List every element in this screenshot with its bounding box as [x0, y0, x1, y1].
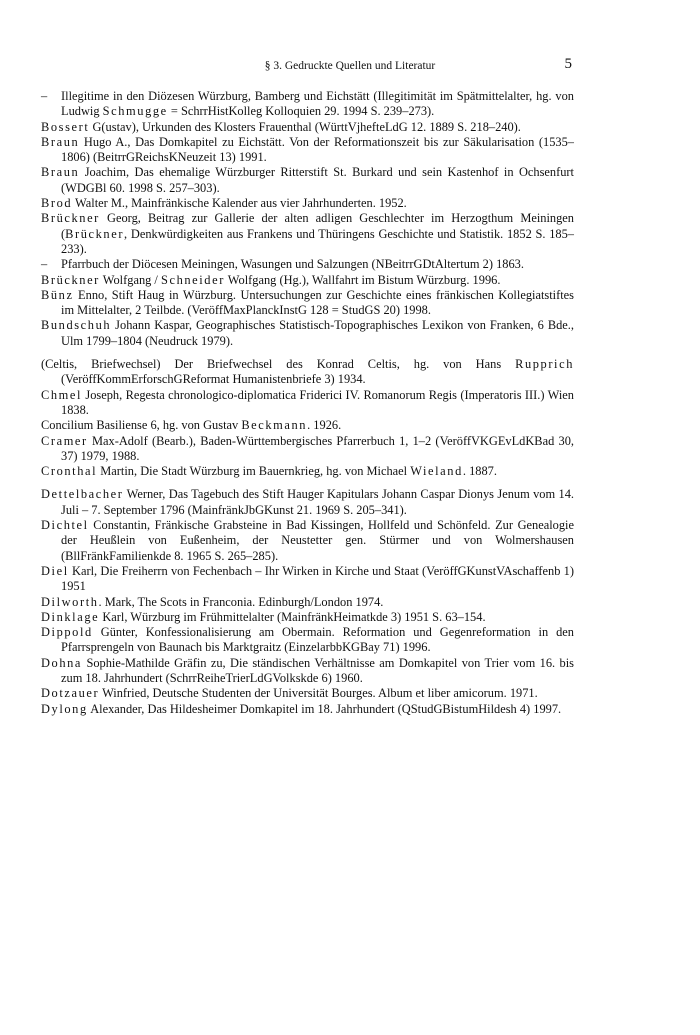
bibliography-entry [41, 165, 574, 196]
entry-text: Günter, Konfessionalisierung am Obermain. Reformation und Gegenreformation in den Pfarrsprengeln von Baunach bis Marktgraitz (EinzelarbbKGBay 71) 1996. [61, 625, 574, 655]
bibliography-entry [41, 564, 574, 595]
entry-text: Joachim, Das ehemalige Würzburger Ritterstift St. Burkard und sein Kastenhof in Ochsenfurt (WDGBl 60. 1998 S. 257–303). [61, 165, 574, 195]
entry-text: Joseph, Regesta chronologico-diplomatica Friderici IV. Romanorum Regis (Imperatoris III.) Wien 1838. [61, 387, 574, 417]
entry-text: Georg, Beitrag zur Gallerie der alten adligen Geschlechter im Herzogthum Meiningen ( [61, 211, 574, 241]
entry-text: Martin, Die Stadt Würzburg im Bauernkrieg, hg. von Michael [97, 464, 411, 479]
entry-author: Dichtel [41, 518, 89, 533]
bibliography-entry [41, 89, 574, 120]
entry-author: Dylong [41, 701, 88, 716]
bibliography-entry [41, 418, 574, 433]
entry-person-name: Rupprich [515, 357, 574, 372]
entry-text: Johann Kaspar, Geographisches Statistisch-Topographisches Lexikon von Franken, 6 Bde., Ulm 1799–1804 (Neudruck 1979). [61, 318, 574, 348]
running-title: § 3. Gedruckte Quellen und Literatur [264, 60, 436, 72]
bibliography-entry [41, 135, 574, 166]
entry-author: Dettelbacher [41, 487, 124, 502]
entry-text: G(ustav), Urkunden des Klosters Frauenthal (WürttVjhefteLdG 12. 1889 S. 218–240). [89, 119, 521, 134]
entry-author: Dinklage [41, 609, 100, 624]
entry-text: Sophie-Mathilde Gräfin zu, Die ständischen Verhältnisse am Domkapitel von Trier vom 16. bis zum 18. Jahrhundert (SchrrReiheTrierLdGVolkskde 6) 1960. [61, 655, 574, 685]
entry-author: Cronthal [41, 464, 98, 479]
entry-person-name: Beckmann [241, 418, 308, 433]
entry-text: Enno, Stift Haug in Würzburg. Untersuchungen zur Geschichte eines fränkischen Kollegiatstiftes im Mittelalter, 2 Teilbde. (VeröffMaxPlanckInstG 128 = StudGS 20) 1998. [61, 287, 574, 318]
entry-person-name: Wieland [410, 464, 463, 479]
bibliography-entry [41, 273, 574, 288]
bibliography-entry [41, 196, 574, 211]
entry-text-continued: Wolfgang (Hg.), Wallfahrt im Bistum Würzburg. 1996. [224, 272, 501, 287]
entry-dash: – [41, 89, 48, 103]
page-number: 5 [564, 56, 572, 72]
bibliography-entry [41, 487, 574, 518]
entry-text: Werner, Das Tagebuch des Stift Hauger Kapitulars Johann Caspar Dionys Jenum vom 14. Juli – 7. September 1796 (MainfränkJbGKunst 21. 1969 S. 205–341). [61, 487, 574, 517]
entry-text-continued: . 1926. [307, 418, 342, 433]
entry-author: Dohna [41, 655, 83, 670]
entry-text: Winfried, Deutsche Studenten der Universität Bourges. Album et liber amicorum. 1971. [99, 686, 538, 701]
entry-text: Pfarrbuch der Diöcesen Meiningen, Wasungen und Salzungen (NBeitrrGDtAltertum 2) 1863. [61, 257, 524, 272]
entry-author: Diel [41, 563, 69, 578]
entry-author: Brückner [41, 211, 100, 226]
running-head [0, 56, 700, 76]
entry-author: Bossert [41, 119, 90, 134]
entry-text: (Celtis, Briefwechsel) Der Briefwechsel des Konrad Celtis, hg. von Hans [41, 357, 516, 372]
entry-text-continued: = SchrrHistKolleg Kolloquien 29. 1994 S. 239–273). [167, 104, 435, 119]
entry-author: Dotzauer [41, 686, 100, 701]
entry-text: Illegitime in den Diözesen Würzburg, Bamberg und Eichstätt (Illegitimität im Spätmittelalter, hg. von Ludwig [61, 89, 574, 119]
entry-text-continued: , Denkwürdigkeiten aus Frankens und Thüringens Geschichte und Statistik. 1852 S. 185–233). [61, 226, 574, 256]
bibliography-entry [41, 434, 574, 465]
entry-text: Max-Adolf (Bearb.), Baden-Württembergisches Pfarrerbuch 1, 1–2 (VeröffVKGEvLdKBad 30, 37) 1979, 1988. [61, 433, 574, 463]
entry-text: Walter M., Mainfränkische Kalender aus vier Jahrhunderten. 1952. [72, 196, 407, 211]
entry-text: Concilium Basiliense 6, hg. von Gustav [41, 418, 242, 433]
bibliography-list [41, 89, 574, 717]
entry-author: Bünz [41, 287, 74, 302]
bibliography-entry [41, 120, 574, 135]
entry-text: Karl, Würzburg im Frühmittelalter (MainfränkHeimatkde 3) 1951 S. 63–154. [99, 609, 486, 624]
entry-author: Braun [41, 165, 80, 180]
entry-author: Dilworth [41, 594, 99, 609]
entry-author: Bundschuh [41, 318, 112, 333]
entry-author: Brückner [41, 272, 100, 287]
bibliography-entry [41, 318, 574, 349]
bibliography-entry [41, 357, 574, 388]
bibliography-entry [41, 288, 574, 319]
bibliography-entry [41, 211, 574, 257]
bibliography-entry [41, 518, 574, 564]
entry-text: . Mark, The Scots in Franconia. Edinburgh/London 1974. [98, 594, 384, 609]
bibliography-entry [41, 686, 574, 701]
entry-text: Hugo A., Das Domkapitel zu Eichstätt. Von der Reformationszeit bis zur Säkularisation (1535–1806) (BeitrrGReichsKNeuzeit 13) 1991. [61, 134, 574, 165]
entry-text: Karl, Die Freiherrn von Fechenbach – Ihr Wirken in Kirche und Staat (VeröffGKunstVAschaffenb 1) 1951 [61, 563, 574, 594]
entry-dash: – [41, 257, 48, 272]
bibliography-entry [41, 388, 574, 419]
bibliography-entry [41, 464, 574, 479]
entry-text: Alexander, Das Hildesheimer Domkapitel im 18. Jahrhundert (QStudGBistumHildesh 4) 1997. [87, 701, 562, 716]
bibliography-entry [41, 702, 574, 717]
bibliography-entry [41, 625, 574, 656]
bibliography-entry [41, 595, 574, 610]
entry-text: Constantin, Fränkische Grabsteine in Bad Kissingen, Hollfeld und Schönfeld. Zur Genealogie der Heußlein von Eußenheim, der Neustetter gen. Stürmer und von Wolmershausen (BllFränkFamilienkde 8. 1965 S. 265–285). [61, 518, 574, 563]
entry-author: Dippold [41, 625, 93, 640]
entry-text-continued: . 1887. [462, 464, 497, 479]
entry-author: Cramer [41, 433, 88, 448]
entry-person-name: Schmugge [102, 104, 168, 119]
entry-author: Chmel [41, 387, 83, 402]
entry-author: Brod [41, 196, 73, 211]
bibliography-entry [41, 656, 574, 687]
entry-text-continued: (VeröffKommErforschGReformat Humanistenbriefe 3) 1934. [61, 372, 366, 387]
bibliography-entry [41, 257, 574, 272]
entry-person-name: Brückner [65, 226, 125, 241]
entry-person-name: Schneider [160, 272, 225, 287]
entry-author: Braun [41, 134, 80, 149]
entry-text: Wolfgang / [99, 272, 161, 287]
bibliography-entry [41, 610, 574, 625]
